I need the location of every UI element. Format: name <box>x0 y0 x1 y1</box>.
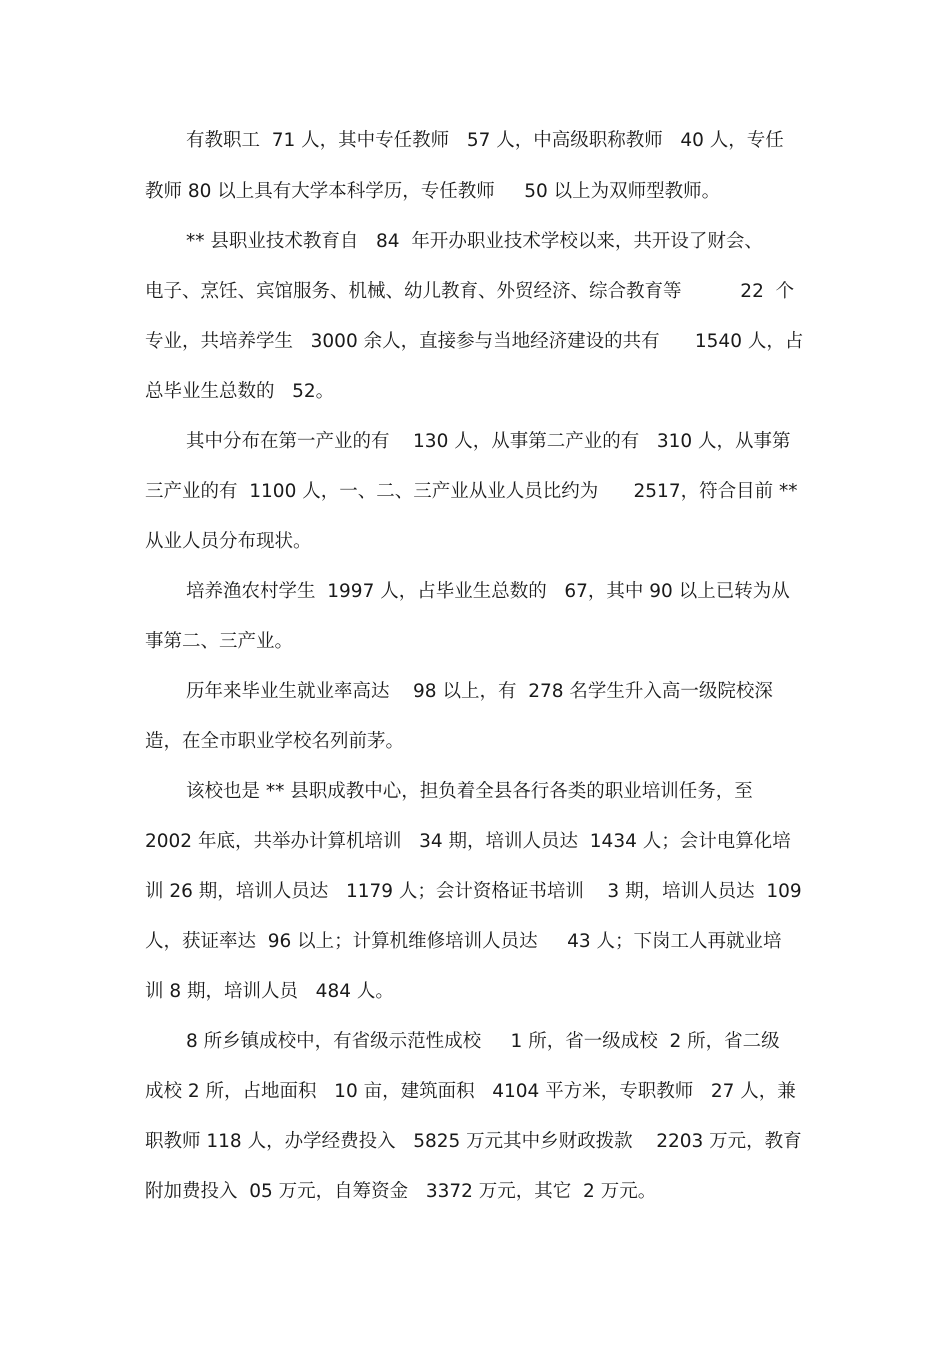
text-line: ** 县职业技术教育自 84 年开办职业技术学校以来，共开设了财会、 <box>186 231 763 252</box>
text-line: 有教职工 71 人，其中专任教师 57 人，中高级职称教师 40 人，专任 <box>186 130 784 151</box>
text-line: 8 所乡镇成校中，有省级示范性成校 1 所，省一级成校 2 所，省二级 <box>186 1031 780 1052</box>
text-line: 训 8 期，培训人员 484 人。 <box>145 981 394 1002</box>
text-line: 三产业的有 1100 人，一、二、三产业从业人员比约为 2517，符合目前 ** <box>145 481 798 502</box>
text-line: 人，获证率达 96 以上；计算机维修培训人员达 43 人；下岗工人再就业培 <box>145 931 782 952</box>
text-line: 电子、烹饪、宾馆服务、机械、幼儿教育、外贸经济、综合教育等 22 个 <box>145 281 795 302</box>
text-line: 历年来毕业生就业率高达 98 以上，有 278 名学生升入高一级院校深 <box>186 681 773 702</box>
text-line: 其中分布在第一产业的有 130 人，从事第二产业的有 310 人，从事第 <box>186 431 791 452</box>
text-line: 造，在全市职业学校名列前茅。 <box>145 731 405 752</box>
text-line: 从业人员分布现状。 <box>145 531 312 552</box>
text-line: 教师 80 以上具有大学本科学历，专任教师 50 以上为双师型教师。 <box>145 181 721 202</box>
text-line: 专业，共培养学生 3000 余人，直接参与当地经济建设的共有 1540 人，占 <box>145 331 804 352</box>
text-line: 事第二、三产业。 <box>145 631 294 652</box>
text-line: 总毕业生总数的 52。 <box>145 381 335 402</box>
text-line: 2002 年底，共举办计算机培训 34 期，培训人员达 1434 人；会计电算化培 <box>145 831 791 852</box>
text-line: 成校 2 所，占地面积 10 亩，建筑面积 4104 平方米，专职教师 27 人，兼 <box>145 1081 796 1102</box>
text-line: 培养渔农村学生 1997 人，占毕业生总数的 67，其中 90 以上已转为从 <box>186 581 790 602</box>
text-line: 附加费投入 05 万元，自筹资金 3372 万元，其它 2 万元。 <box>145 1181 657 1202</box>
text-line: 职教师 118 人，办学经费投入 5825 万元其中乡财政拨款 2203 万元，教育 <box>145 1131 802 1152</box>
text-line: 训 26 期，培训人员达 1179 人；会计资格证书培训 3 期，培训人员达 109 <box>145 881 802 902</box>
text-line: 该校也是 ** 县职成教中心，担负着全县各行各类的职业培训任务，至 <box>186 781 753 802</box>
